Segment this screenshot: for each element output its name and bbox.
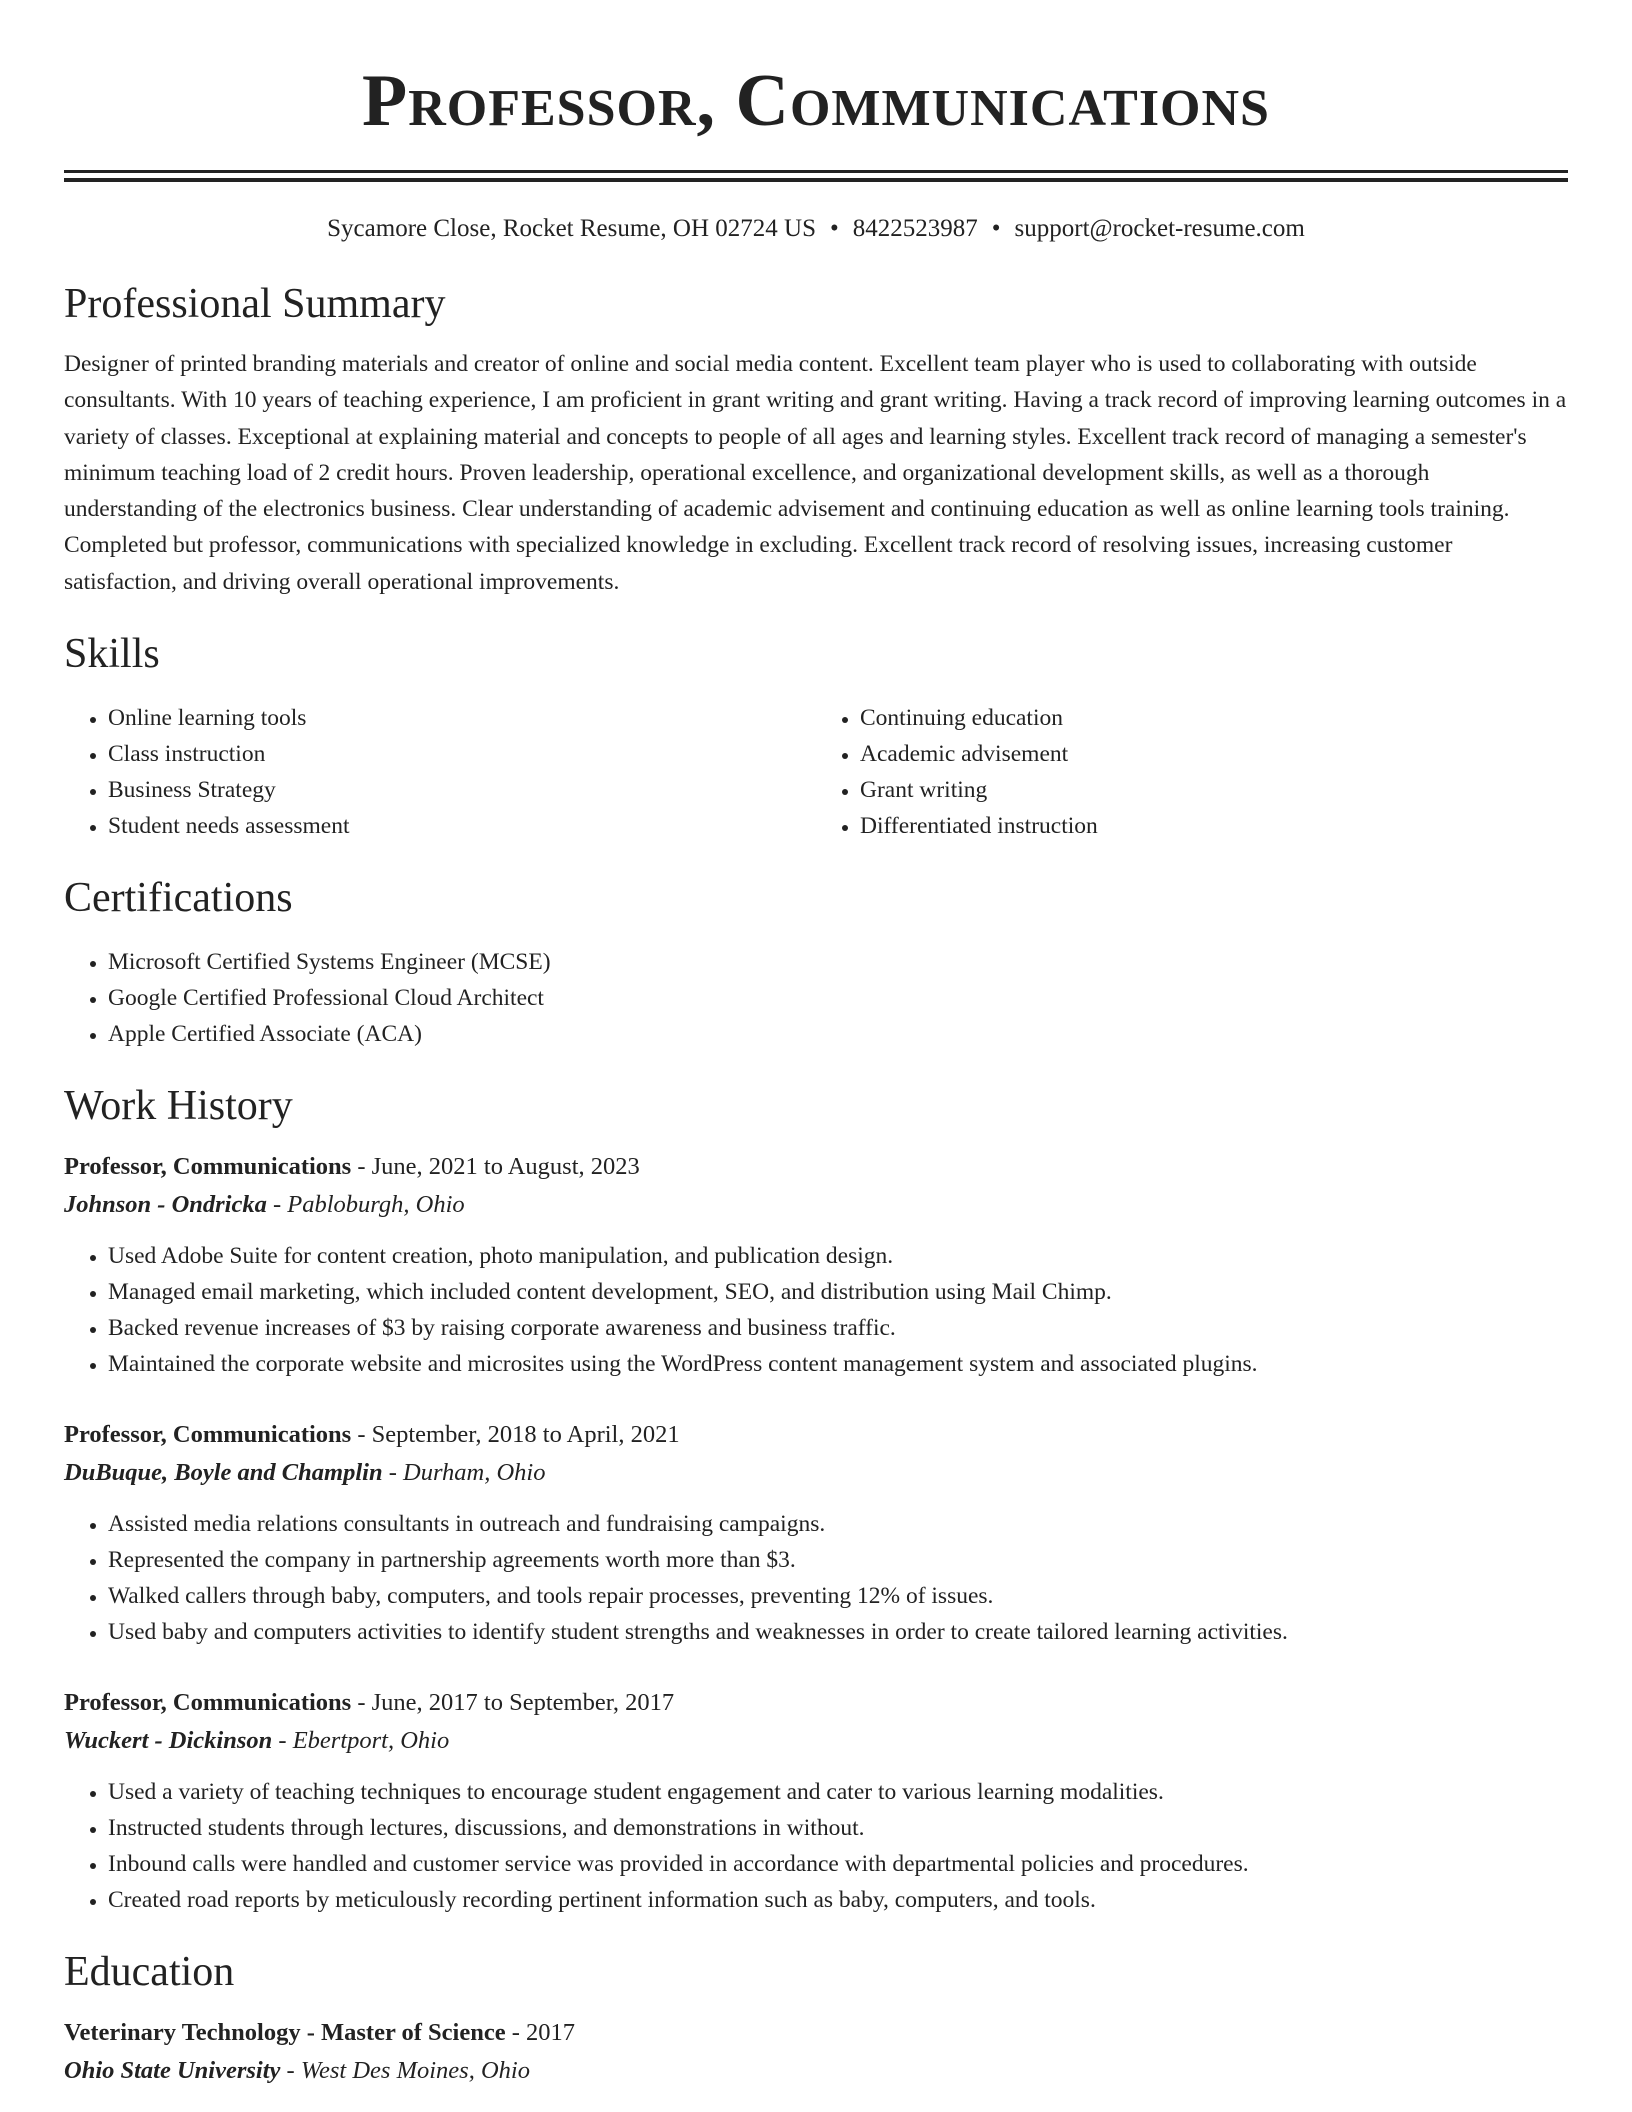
section-heading-certifications: Certifications: [64, 875, 293, 922]
dash-separator: -: [351, 1153, 372, 1181]
job-company-line: [64, 1186, 1568, 1224]
education-degree: Veterinary Technology - Master of Science: [64, 2019, 506, 2047]
contact-phone: 8422523987: [852, 215, 978, 242]
dash-separator: -: [351, 1421, 372, 1449]
dash-separator: -: [382, 1459, 403, 1487]
job-entry: [64, 1416, 1568, 1650]
section-heading-education: Education: [64, 1949, 235, 1996]
title-divider-top: [64, 170, 1568, 173]
certification-item: • Apple Certified Associate (ACA): [108, 1016, 1568, 1052]
job-bullet: • Instructed students through lectures, discussions, and demonstrations in without.: [108, 1810, 1568, 1846]
skill-item: • Differentiated instruction: [860, 808, 1568, 844]
section-heading-summary: Professional Summary: [64, 281, 446, 327]
job-bullet: • Used Adobe Suite for content creation, photo manipulation, and publication design.: [108, 1238, 1568, 1274]
job-bullet: • Used a variety of teaching techniques to encourage student engagement and cater to various learning modalities.: [108, 1774, 1568, 1810]
dash-separator: -: [266, 1191, 288, 1219]
job-bullets: [64, 1506, 1568, 1650]
summary-text: Designer of printed branding materials and creator of online and social media content. Excellent team player who is used to collaborating with outside consultants. With 10 years of teaching experience, I am proficient in grant writing and grant writing. Having a track record of improving learning outcomes in a variety of classes. Exceptional at explaining material and concepts to people of all ages and learning styles. Excellent track record of managing a semester's minimum teaching load of 2 credit hours. Proven leadership, operational excellence, and organizational development skills, as well as a thorough understanding of the electronics business. Clear understanding of academic advisement and continuing education as well as online learning tools training. Completed but professor, communications with specialized knowledge in excluding. Excellent track record of resolving issues, increasing customer satisfaction, and driving overall operational improvements.: [64, 351, 1567, 595]
skills-list-left: [64, 700, 816, 844]
job-bullet: • Maintained the corporate website and microsites using the WordPress content management system and associated plugins.: [108, 1346, 1568, 1382]
skill-item: • Academic advisement: [860, 736, 1568, 772]
dash-separator: -: [351, 1689, 372, 1717]
job-company: Wuckert - Dickinson: [64, 1727, 273, 1755]
job-title-line: [64, 1148, 1568, 1186]
skill-item: • Grant writing: [860, 772, 1568, 808]
job-dates: June, 2021 to August, 2023: [371, 1153, 640, 1181]
education-year: 2017: [526, 2019, 576, 2047]
job-title: Professor, Communications: [64, 1689, 352, 1717]
job-company-line: [64, 1722, 1568, 1760]
job-bullet: • Assisted media relations consultants in outreach and fundraising campaigns.: [108, 1506, 1568, 1542]
section-heading-work-history: Work History: [64, 1083, 293, 1130]
job-bullet: • Represented the company in partnership agreements worth more than $3.: [108, 1542, 1568, 1578]
job-bullet: • Created road reports by meticulously recording pertinent information such as baby, computers, and tools.: [108, 1882, 1568, 1918]
job-dates: September, 2018 to April, 2021: [371, 1421, 680, 1449]
education-location: West Des Moines, Ohio: [300, 2057, 530, 2085]
contact-address: Sycamore Close, Rocket Resume, OH 02724 US: [327, 215, 816, 242]
job-title-line: [64, 1416, 1568, 1454]
job-bullet: • Managed email marketing, which included content development, SEO, and distribution using Mail Chimp.: [108, 1274, 1568, 1310]
skill-item: • Business Strategy: [108, 772, 816, 808]
certification-item: • Microsoft Certified Systems Engineer (MCSE): [108, 944, 1568, 980]
education-school-line: [64, 2052, 1568, 2090]
education-school: Ohio State University: [64, 2057, 281, 2085]
title-divider-bottom: [64, 178, 1568, 182]
job-title-line: [64, 1684, 1568, 1722]
education-entry: [64, 2014, 1568, 2090]
job-bullet: • Walked callers through baby, computers, and tools repair processes, preventing 12% of issues.: [108, 1578, 1568, 1614]
skill-item: • Online learning tools: [108, 700, 816, 736]
dash-separator: -: [280, 2057, 301, 2085]
job-bullets: [64, 1774, 1568, 1918]
bullet-separator: •: [991, 215, 1001, 242]
skills-list-right: [816, 700, 1568, 844]
skills-columns: [64, 700, 1568, 844]
contact-line: [64, 212, 1568, 246]
job-location: Durham, Ohio: [403, 1459, 546, 1487]
job-title: Professor, Communications: [64, 1421, 352, 1449]
job-dates: June, 2017 to September, 2017: [371, 1689, 675, 1717]
dash-separator: -: [272, 1727, 293, 1755]
job-bullet: • Inbound calls were handled and customer service was provided in accordance with departmental policies and procedures.: [108, 1846, 1568, 1882]
job-location: Ebertport, Ohio: [292, 1727, 450, 1755]
page-title: Professor, Communications: [362, 60, 1270, 142]
job-entry: [64, 1148, 1568, 1382]
education-degree-line: [64, 2014, 1568, 2052]
job-company-line: [64, 1454, 1568, 1492]
certifications-list: [64, 944, 1568, 1052]
certification-item: • Google Certified Professional Cloud Architect: [108, 980, 1568, 1016]
job-location: Pabloburgh, Ohio: [287, 1191, 465, 1219]
skill-item: • Student needs assessment: [108, 808, 816, 844]
job-entry: [64, 1684, 1568, 1918]
job-bullets: [64, 1238, 1568, 1382]
job-title: Professor, Communications: [64, 1153, 352, 1181]
job-company: DuBuque, Boyle and Champlin: [64, 1459, 383, 1487]
bullet-separator: •: [830, 215, 839, 242]
job-bullet: • Backed revenue increases of $3 by raising corporate awareness and business traffic.: [108, 1310, 1568, 1346]
contact-email: support@rocket-resume.com: [1014, 215, 1305, 242]
job-company: Johnson - Ondricka: [64, 1191, 267, 1219]
skill-item: • Class instruction: [108, 736, 816, 772]
section-heading-skills: Skills: [64, 631, 160, 678]
dash-separator: -: [505, 2019, 527, 2047]
job-bullet: • Used baby and computers activities to identify student strengths and weaknesses in order to create tailored learning activities.: [108, 1614, 1568, 1650]
skill-item: • Continuing education: [860, 700, 1568, 736]
